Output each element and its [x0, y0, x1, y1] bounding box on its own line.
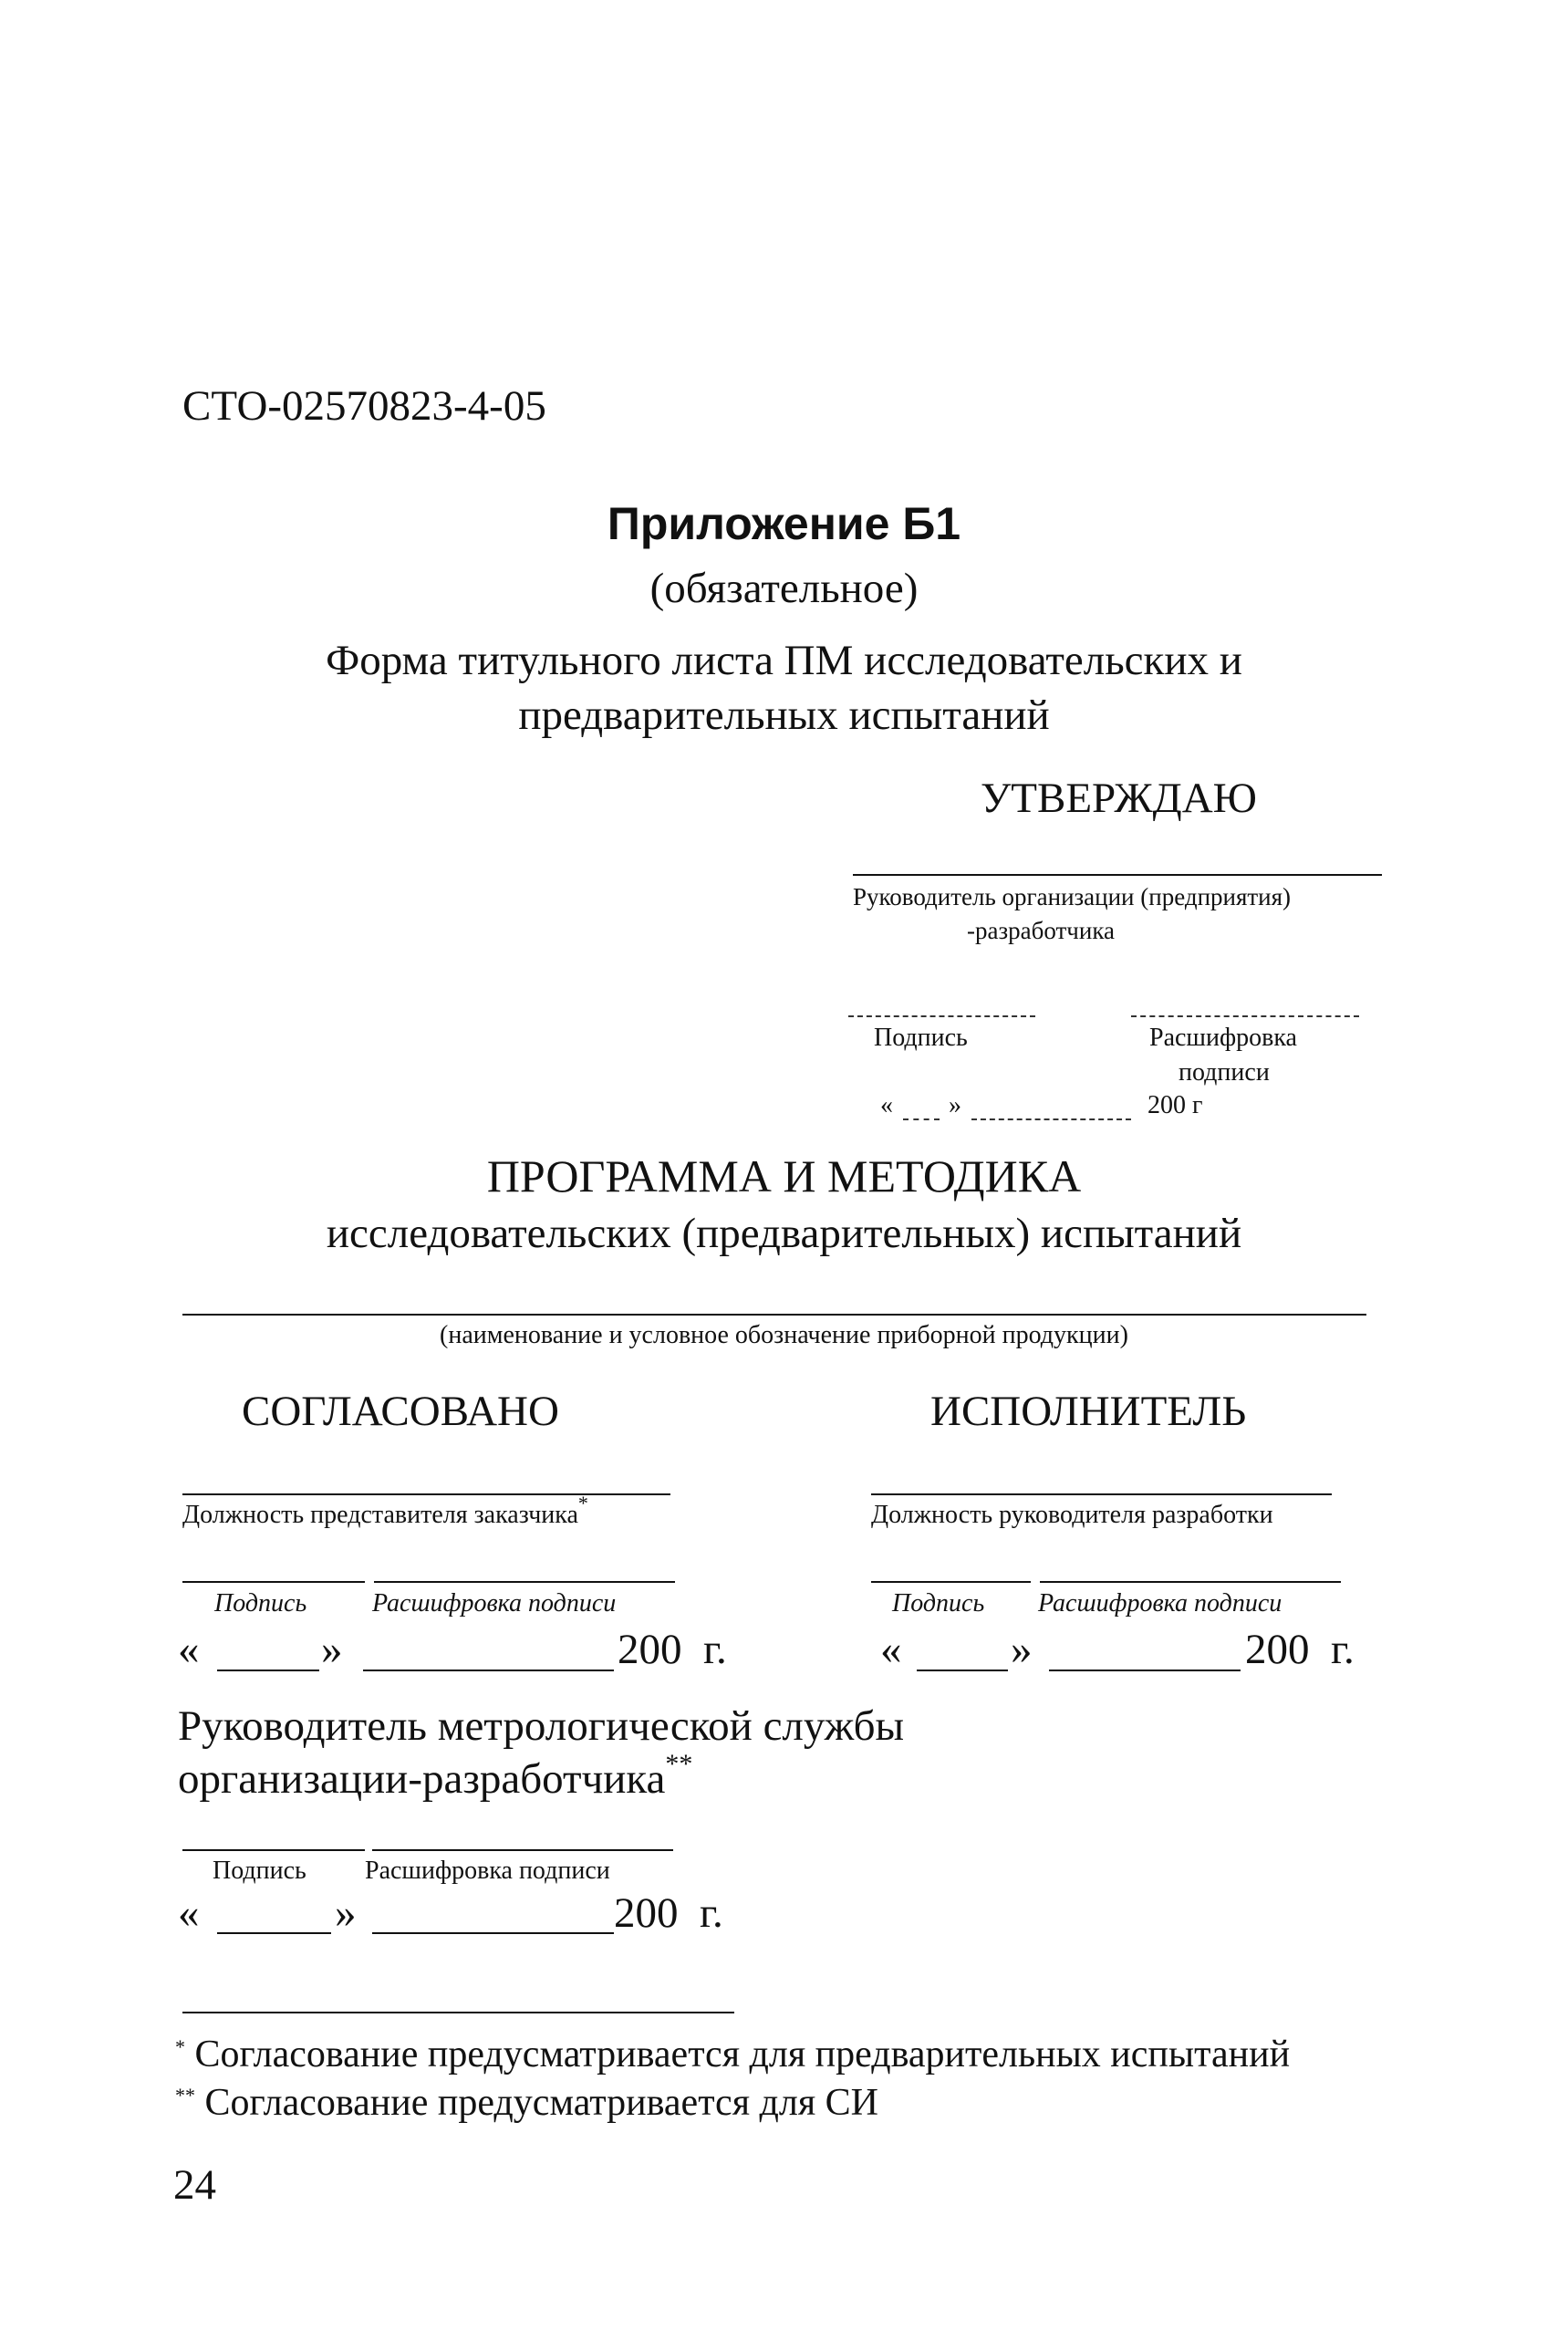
executor-date-day-line [917, 1670, 1008, 1671]
footnote-1 [175, 2033, 1290, 2076]
footnote-separator [182, 2012, 734, 2013]
appendix-status: (обязательное) [649, 565, 919, 612]
agreed-position-text: Должность представителя заказчика [182, 1501, 578, 1529]
metrology-signature-label: Подпись [213, 1857, 306, 1885]
product-name-line [182, 1314, 1366, 1316]
agreed-date-day-line [217, 1670, 319, 1671]
executor-position-label: Должность руководителя разработки [871, 1501, 1273, 1529]
appendix-subtitle-line1: Форма титульного листа ПМ исследовательских и [326, 637, 1242, 684]
approve-date-open-quote: « [880, 1091, 893, 1119]
approve-signature-label: Подпись [874, 1024, 968, 1052]
approve-signature-line [848, 1015, 1035, 1017]
agreed-date-open-quote: « [178, 1626, 200, 1673]
appendix-title: Приложение Б1 [607, 498, 961, 549]
executor-heading: ИСПОЛНИТЕЛЬ [930, 1388, 1247, 1435]
metrology-decode-label: Расшифровка подписи [365, 1857, 610, 1885]
agreed-signature-label: Подпись [214, 1589, 307, 1618]
agreed-date-year: 200 г. [618, 1626, 727, 1673]
approve-decode-label-line2: подписи [1179, 1058, 1270, 1087]
metrology-signature-line [182, 1849, 365, 1851]
metrology-title-line2-text: организации-разработчика [178, 1755, 666, 1803]
metrology-footnote-mark: ** [665, 1749, 693, 1779]
page-number: 24 [173, 2161, 216, 2209]
executor-signature-label: Подпись [892, 1589, 985, 1618]
agreed-heading: СОГЛАСОВАНО [242, 1388, 559, 1435]
executor-date-year: 200 г. [1245, 1626, 1355, 1673]
product-name-caption: (наименование и условное обозначение приборной продукции) [440, 1321, 1128, 1349]
metrology-date-year: 200 г. [614, 1889, 723, 1937]
program-title: ПРОГРАММА И МЕТОДИКА [486, 1150, 1082, 1202]
agreed-signature-line [182, 1581, 365, 1583]
metrology-title-line2 [178, 1749, 693, 1804]
metrology-title-line1: Руководитель метрологической службы [178, 1702, 905, 1750]
footnote-2-text: Согласование предусматривается для СИ [204, 2082, 879, 2124]
approve-date-close-quote: » [949, 1091, 961, 1119]
approve-date-month-line [971, 1118, 1131, 1120]
program-subtitle: исследовательских (предварительных) испытаний [326, 1210, 1242, 1257]
agreed-date-close-quote: » [321, 1626, 343, 1673]
approve-date-day-line [903, 1118, 940, 1120]
executor-signature-line [871, 1581, 1031, 1583]
footnote-2-mark: ** [175, 2084, 195, 2107]
document-code: СТО-02570823-4-05 [182, 382, 546, 430]
executor-date-open-quote: « [880, 1626, 902, 1673]
executor-date-close-quote: » [1011, 1626, 1033, 1673]
footnote-1-text: Согласование предусматривается для предварительных испытаний [194, 2034, 1291, 2075]
approve-position-line [853, 874, 1382, 876]
approve-position-label-line1: Руководитель организации (предприятия) [853, 883, 1292, 910]
footnote-1-mark: * [175, 2035, 185, 2058]
agreed-decode-label: Расшифровка подписи [372, 1589, 617, 1618]
approve-position-label-line2: -разработчика [967, 917, 1116, 944]
metrology-date-open-quote: « [178, 1889, 200, 1937]
metrology-date-close-quote: » [335, 1889, 357, 1937]
agreed-position-label [182, 1492, 588, 1530]
agreed-decode-line [374, 1581, 675, 1583]
executor-position-line [871, 1493, 1332, 1495]
metrology-date-month-line [372, 1932, 614, 1934]
executor-decode-label: Расшифровка подписи [1038, 1589, 1282, 1618]
executor-date-month-line [1049, 1670, 1241, 1671]
agreed-footnote-mark: * [577, 1492, 588, 1514]
agreed-position-line [182, 1493, 670, 1495]
approve-heading: УТВЕРЖДАЮ [981, 775, 1257, 822]
metrology-date-day-line [217, 1932, 331, 1934]
approve-decode-label-line1: Расшифровка [1149, 1024, 1297, 1052]
appendix-subtitle-line2: предварительных испытаний [518, 692, 1050, 739]
metrology-decode-line [372, 1849, 673, 1851]
agreed-date-month-line [363, 1670, 614, 1671]
approve-date-year: 200 г [1147, 1091, 1203, 1119]
approve-decode-line [1131, 1015, 1359, 1017]
footnote-2 [175, 2081, 878, 2125]
executor-decode-line [1040, 1581, 1341, 1583]
